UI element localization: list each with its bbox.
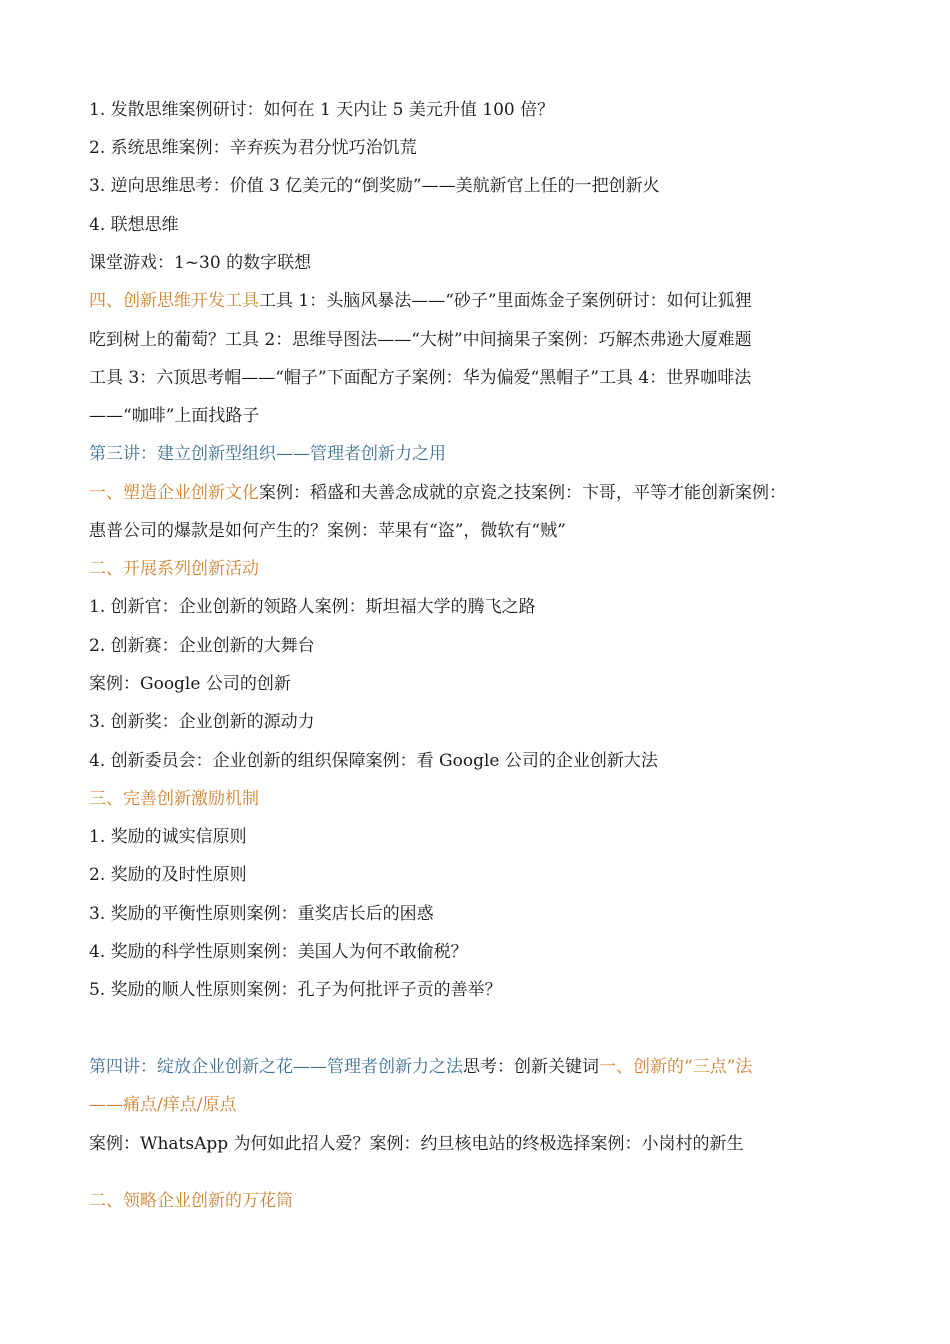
text-segment: 3. 逆向思维思考：价值 3 亿美元的“倒奖励”——美航新官上任的一把创新火	[89, 176, 660, 196]
text-line	[89, 1133, 744, 1155]
text-segment: 3. 创新奖：企业创新的源动力	[89, 712, 315, 732]
text-line	[89, 864, 247, 886]
text-segment: 2. 系统思维案例：辛弃疾为君分忧巧治饥荒	[89, 138, 417, 158]
text-line	[89, 711, 315, 733]
text-segment: 2. 创新赛：企业创新的大舞台	[89, 636, 315, 656]
text-line	[89, 903, 434, 925]
text-line	[89, 1094, 236, 1116]
text-segment: 1. 发散思维案例研讨：如何在 1 天内让 5 美元升值 100 倍？	[89, 100, 555, 120]
text-line	[89, 520, 566, 542]
text-line	[89, 290, 752, 312]
text-line	[89, 137, 417, 159]
lecture-heading: 第四讲：绽放企业创新之花——管理者创新力之法	[89, 1057, 463, 1077]
text-line	[89, 252, 311, 274]
text-line	[89, 214, 179, 236]
text-line	[89, 329, 752, 351]
section-heading: 一、创新的“三点”法	[599, 1057, 753, 1077]
text-segment: 4. 奖励的科学性原则案例：美国人为何不敢偷税？	[89, 942, 468, 962]
text-line	[89, 635, 315, 657]
text-line	[89, 367, 751, 389]
text-segment: 1. 奖励的诚实信原则	[89, 827, 247, 847]
section-heading: ——痛点/痒点/原点	[89, 1095, 237, 1115]
text-segment: 2. 奖励的及时性原则	[89, 865, 247, 885]
text-line	[89, 788, 259, 810]
text-line	[89, 443, 446, 465]
text-line	[89, 826, 247, 848]
text-segment: 案例：WhatsApp 为何如此招人爱？案例：约旦核电站的终极选择案例：小岗村的新生	[89, 1134, 744, 1154]
text-segment: 3. 奖励的平衡性原则案例：重奖店长后的困惑	[89, 904, 434, 924]
text-segment: 1. 创新官：企业创新的领路人案例：斯坦福大学的腾飞之路	[89, 597, 536, 617]
text-segment: 案例：稻盛和夫善念成就的京瓷之技案例：卞哥，平等才能创新案例：	[259, 483, 786, 503]
section-heading: 四、创新思维开发工具	[89, 291, 259, 311]
text-segment: 工具 1：头脑风暴法——“砂子”里面炼金子案例研讨：如何让狐狸	[259, 291, 752, 311]
text-line	[89, 1190, 293, 1212]
text-line	[89, 979, 502, 1001]
text-segment: ——“咖啡”上面找路子	[89, 406, 260, 426]
section-heading: 三、完善创新激励机制	[89, 789, 259, 809]
text-line	[89, 673, 291, 695]
text-line	[89, 99, 554, 121]
text-line	[89, 750, 658, 772]
text-segment: 4. 创新委员会：企业创新的组织保障案例：看 Google 公司的企业创新大法	[89, 751, 658, 771]
text-segment: 案例：Google 公司的创新	[89, 674, 291, 694]
text-segment: 4. 联想思维	[89, 215, 179, 235]
section-heading: 一、塑造企业创新文化	[89, 483, 259, 503]
section-heading: 二、领略企业创新的万花筒	[89, 1191, 293, 1211]
text-segment: 课堂游戏：1~30 的数字联想	[89, 253, 312, 273]
text-line	[89, 1056, 752, 1078]
text-line	[89, 482, 786, 504]
text-segment: 5. 奖励的顺人性原则案例：孔子为何批评子贡的善举？	[89, 980, 502, 1000]
text-line	[89, 596, 536, 618]
lecture-heading: 第三讲：建立创新型组织——管理者创新力之用	[89, 444, 446, 464]
text-line	[89, 405, 259, 427]
text-line	[89, 558, 259, 580]
text-segment: 吃到树上的葡萄？工具 2：思维导图法——“大树”中间摘果子案例：巧解杰弗逊大厦难题	[89, 330, 752, 350]
text-segment: 工具 3：六顶思考帽——“帽子”下面配方子案例：华为偏爱“黑帽子”工具 4：世界咖啡法	[89, 368, 752, 388]
text-segment: 惠普公司的爆款是如何产生的？案例：苹果有“盗”，微软有“贼”	[89, 521, 566, 541]
text-line	[89, 175, 660, 197]
section-heading: 二、开展系列创新活动	[89, 559, 259, 579]
text-segment: 思考：创新关键词	[463, 1057, 599, 1077]
text-line	[89, 941, 468, 963]
